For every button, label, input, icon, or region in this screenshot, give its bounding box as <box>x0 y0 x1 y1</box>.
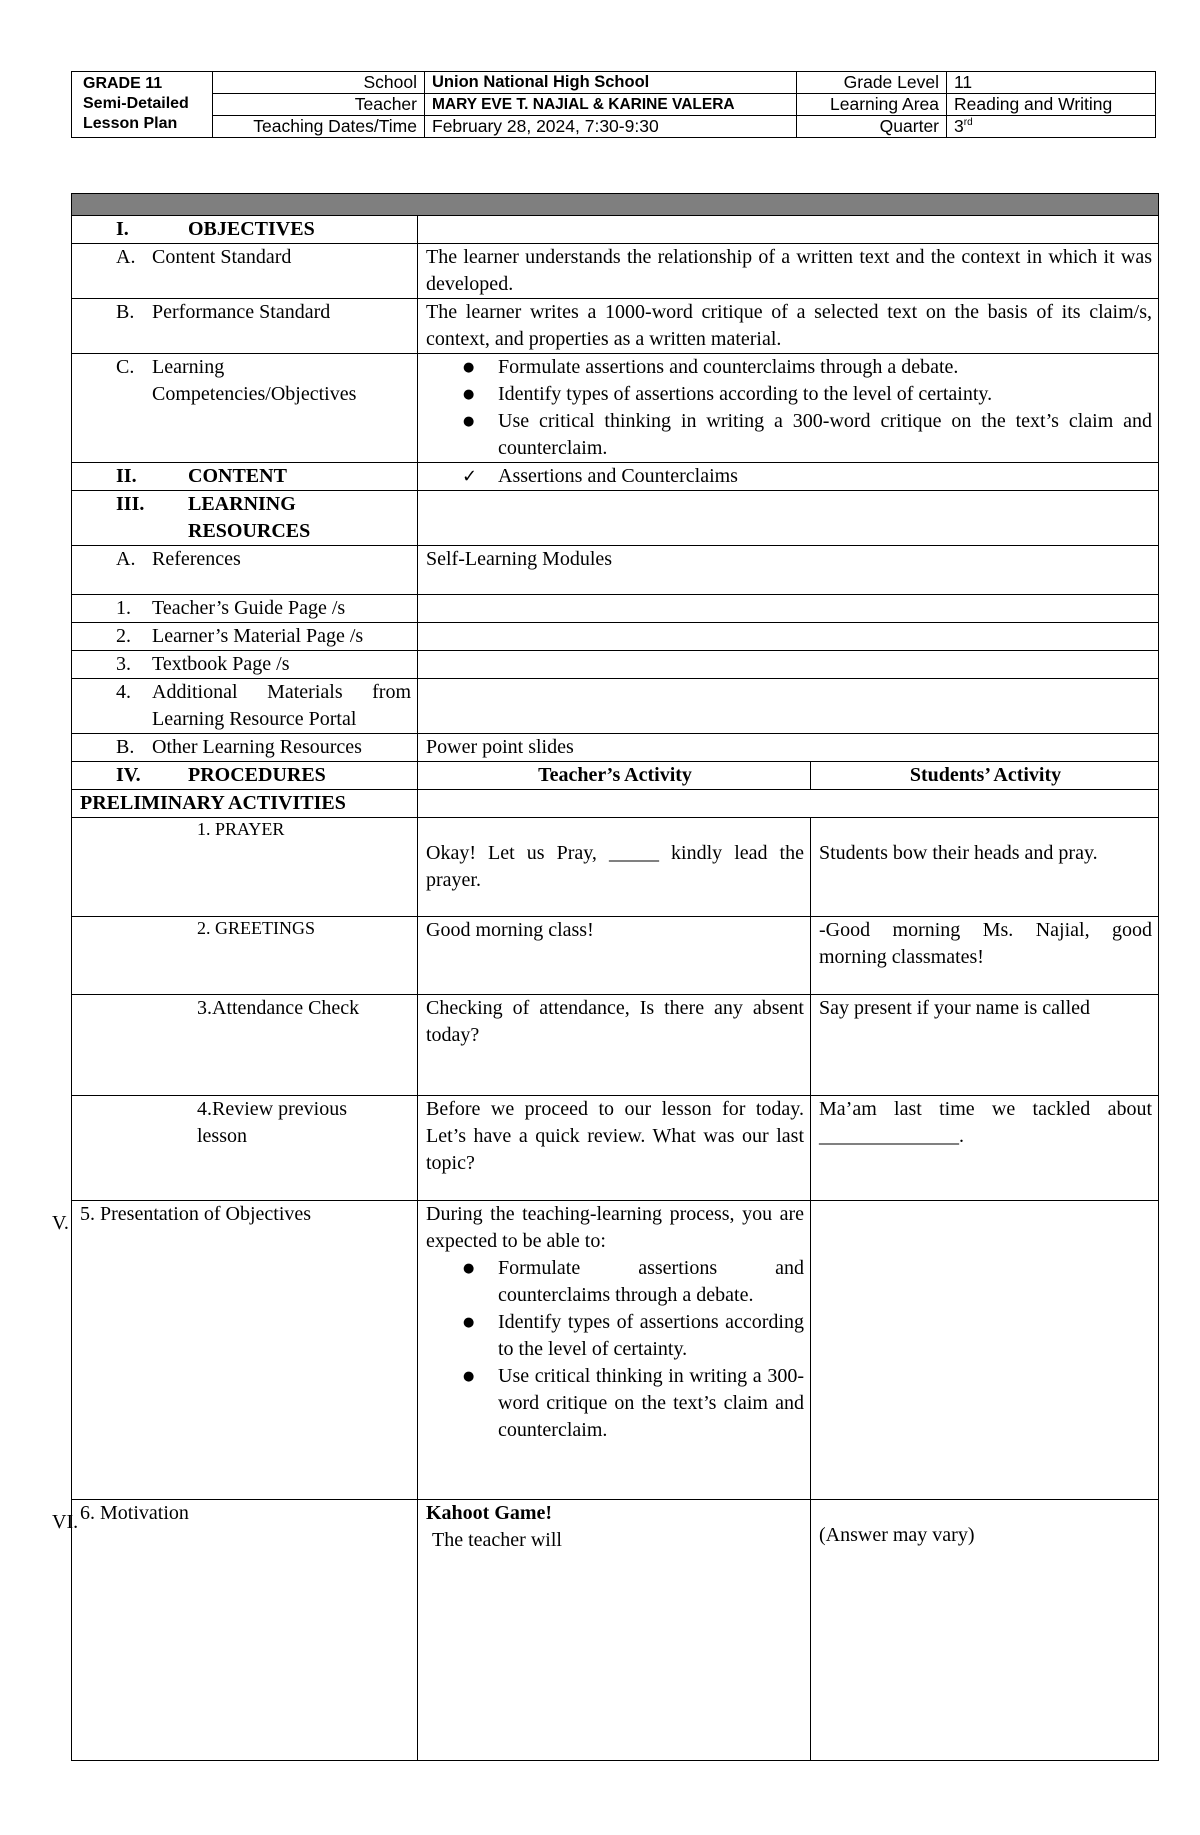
review-label-cell <box>72 1096 418 1201</box>
motivation-game-title: Kahoot Game! <box>426 1502 553 1524</box>
content-standard-label-cell <box>72 244 418 299</box>
school-value: Union National High School <box>425 72 797 94</box>
references-value: Self-Learning Modules <box>418 546 1159 595</box>
resources-blank <box>418 491 1159 546</box>
resource-item-num: 2. <box>116 625 131 647</box>
resource-item-label: Textbook Page /s <box>152 653 290 675</box>
objectives-heading <box>72 216 418 244</box>
lesson-plan-header <box>71 71 1156 138</box>
competency-item: ● Use critical thinking in writing a 300-word critique on the text’s claim and counterclaim. <box>498 408 1152 462</box>
preliminary-activities-title: PRELIMINARY ACTIVITIES <box>72 790 418 818</box>
performance-standard-letter: B. <box>116 301 135 323</box>
content-topic: Assertions and Counterclaims <box>498 465 738 487</box>
school-label: School <box>213 72 425 94</box>
teacher-value: MARY EVE T. NAJIAL & KARINE VALERA <box>425 94 797 116</box>
motivation-teacher-text: The teacher will <box>432 1529 562 1551</box>
plan-title-line1: GRADE 11 <box>83 75 163 92</box>
resource-item-value <box>418 679 1159 734</box>
grade-level-label: Grade Level <box>797 72 947 94</box>
procedures-numeral: IV. <box>116 764 141 786</box>
teacher-activity-header: Teacher’s Activity <box>418 762 811 790</box>
plan-title-cell <box>72 72 213 138</box>
performance-standard-text: The learner writes a 1000-word critique of a selected text on the basis of its claim/s, context, and properties as a written material. <box>418 299 1159 354</box>
greetings-teacher-text: Good morning class! <box>418 917 811 995</box>
presentation-intro: During the teaching-learning process, you are expected to be able to: <box>426 1203 804 1252</box>
review-label: 4.Review previous lesson <box>197 1098 347 1147</box>
resource-item-label: Teacher’s Guide Page /s <box>152 597 346 619</box>
motivation-teacher-cell <box>418 1500 811 1761</box>
resources-title: LEARNING RESOURCES <box>188 493 311 542</box>
presentation-label-cell <box>72 1201 418 1500</box>
references-letter: A. <box>116 548 136 570</box>
prayer-label-cell <box>72 818 418 917</box>
attendance-students-text: Say present if your name is called <box>811 995 1159 1096</box>
learning-area-value: Reading and Writing <box>947 94 1156 116</box>
presentation-objective-item: ● Use critical thinking in writing a 300-word critique on the text’s claim and counterclaim. <box>498 1363 804 1444</box>
content-standard-label: Content Standard <box>152 246 292 268</box>
procedures-title: PROCEDURES <box>188 764 326 786</box>
other-resources-label-cell <box>72 734 418 762</box>
attendance-teacher-text: Checking of attendance, Is there any absent today? <box>418 995 811 1096</box>
other-resources-value: Power point slides <box>418 734 1159 762</box>
grade-level-value: 11 <box>947 72 1156 94</box>
resources-numeral: III. <box>116 493 145 515</box>
resource-item-label-cell <box>72 595 418 623</box>
procedures-heading <box>72 762 418 790</box>
resource-item-value <box>418 651 1159 679</box>
presentation-label: 5. Presentation of Objectives <box>80 1203 312 1225</box>
competencies-list-cell <box>418 354 1159 463</box>
learning-area-label: Learning Area <box>797 94 947 116</box>
presentation-objective-item: ● Formulate assertions and counterclaims through a debate. <box>498 1255 804 1309</box>
objectives-blank <box>418 216 1159 244</box>
greetings-students-text: -Good morning Ms. Najial, good morning classmates! <box>811 917 1159 995</box>
check-mark-icon: ✓ <box>462 466 478 487</box>
motivation-side-numeral: VI. <box>52 1511 79 1533</box>
lesson-plan-body <box>71 193 1159 1761</box>
presentation-objective-item: ● Identify types of assertions according to the level of certainty. <box>498 1309 804 1363</box>
content-topic-cell <box>418 463 1159 491</box>
performance-standard-label: Performance Standard <box>152 301 331 323</box>
references-label: References <box>152 548 241 570</box>
presentation-teacher-cell <box>418 1201 811 1500</box>
competencies-list <box>426 354 1152 462</box>
competencies-label-cell <box>72 354 418 463</box>
competency-item: ● Identify types of assertions according to the level of certainty. <box>498 381 1152 408</box>
resource-item-label-cell <box>72 679 418 734</box>
quarter-value <box>947 116 1156 138</box>
resource-item-label: Additional Materials from Learning Resource Portal <box>152 681 411 730</box>
quarter-number: 3 <box>954 116 964 136</box>
attendance-label-cell <box>72 995 418 1096</box>
presentation-students-cell <box>811 1201 1159 1500</box>
motivation-students-text: (Answer may vary) <box>811 1500 1159 1761</box>
prayer-students-text: Students bow their heads and pray. <box>811 818 1159 917</box>
resources-heading <box>72 491 418 546</box>
quarter-label: Quarter <box>797 116 947 138</box>
content-heading <box>72 463 418 491</box>
attendance-label: 3.Attendance Check <box>197 997 360 1019</box>
competency-item: ● Formulate assertions and counterclaims through a debate. <box>498 354 1152 381</box>
teacher-label: Teacher <box>213 94 425 116</box>
resource-item-label-cell <box>72 651 418 679</box>
references-label-cell <box>72 546 418 595</box>
quarter-suffix: rd <box>963 117 973 129</box>
other-resources-label: Other Learning Resources <box>152 736 362 758</box>
competencies-letter: C. <box>116 356 135 378</box>
content-numeral: II. <box>116 465 137 487</box>
motivation-label-cell <box>72 1500 418 1761</box>
resource-item-value <box>418 595 1159 623</box>
objectives-numeral: I. <box>116 218 129 240</box>
resource-item-label: Learner’s Material Page /s <box>152 625 364 647</box>
table-banner <box>72 194 1159 216</box>
content-title: CONTENT <box>188 465 287 487</box>
preliminary-blank <box>418 790 1159 818</box>
greetings-label-cell <box>72 917 418 995</box>
resource-item-num: 4. <box>116 681 131 703</box>
greetings-label: 2. GREETINGS <box>197 918 315 938</box>
presentation-side-numeral: V. <box>52 1212 69 1234</box>
content-standard-text: The learner understands the relationship of a written text and the context in which it was developed. <box>418 244 1159 299</box>
resource-item-num: 3. <box>116 653 131 675</box>
other-resources-letter: B. <box>116 736 135 758</box>
prayer-teacher-text: Okay! Let us Pray, _____ kindly lead the prayer. <box>418 818 811 917</box>
competencies-label: Learning Competencies/Objectives <box>152 356 357 405</box>
performance-standard-label-cell <box>72 299 418 354</box>
objectives-title: OBJECTIVES <box>188 218 315 240</box>
motivation-label: 6. Motivation <box>80 1502 189 1524</box>
students-activity-header: Students’ Activity <box>811 762 1159 790</box>
presentation-objectives-list <box>426 1255 804 1444</box>
resource-item-value <box>418 623 1159 651</box>
resource-item-num: 1. <box>116 597 131 619</box>
resource-item-label-cell <box>72 623 418 651</box>
dates-value: February 28, 2024, 7:30-9:30 <box>425 116 797 138</box>
plan-title-line3: Lesson Plan <box>83 115 178 132</box>
dates-label: Teaching Dates/Time <box>213 116 425 138</box>
content-standard-letter: A. <box>116 246 136 268</box>
review-students-text: Ma’am last time we tackled about ______________. <box>811 1096 1159 1201</box>
prayer-label: 1. PRAYER <box>197 819 285 839</box>
plan-title-line2: Semi-Detailed <box>83 95 189 112</box>
review-teacher-text: Before we proceed to our lesson for today. Let’s have a quick review. What was our last topic? <box>418 1096 811 1201</box>
